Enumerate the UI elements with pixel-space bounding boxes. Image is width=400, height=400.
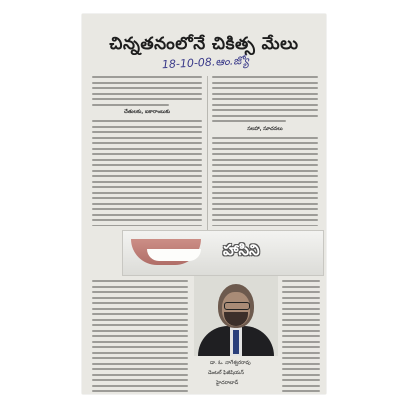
- smile-image: [131, 239, 201, 265]
- hasini-banner: [122, 230, 324, 276]
- author-clinic: డెంటల్ ఫిజీషియన్: [208, 370, 244, 376]
- author-photo: [194, 276, 278, 356]
- column-divider: [207, 76, 208, 236]
- text-column-upper-left: [92, 76, 202, 226]
- banner-title: హాసిని: [223, 241, 260, 259]
- text-column-upper-right: [212, 76, 318, 226]
- text-column-lower-right: [282, 280, 320, 392]
- article-headline: చిన్నతనంలోనే చికిత్స మేలు: [109, 34, 299, 54]
- right-subhead: సలహా, సూచనలు: [247, 125, 283, 132]
- text-column-lower-left: [92, 280, 188, 392]
- newspaper-clipping: [82, 14, 326, 394]
- author-name: డా. ఓ. నాగేశ్వరరావు: [210, 360, 251, 366]
- author-city: హైదరాబాద్: [216, 380, 239, 386]
- left-subhead: చేతులకు, ఐకారాంబుకు: [124, 109, 170, 115]
- handwritten-date: 18-10-08.ఆం.జ్యో: [161, 53, 250, 72]
